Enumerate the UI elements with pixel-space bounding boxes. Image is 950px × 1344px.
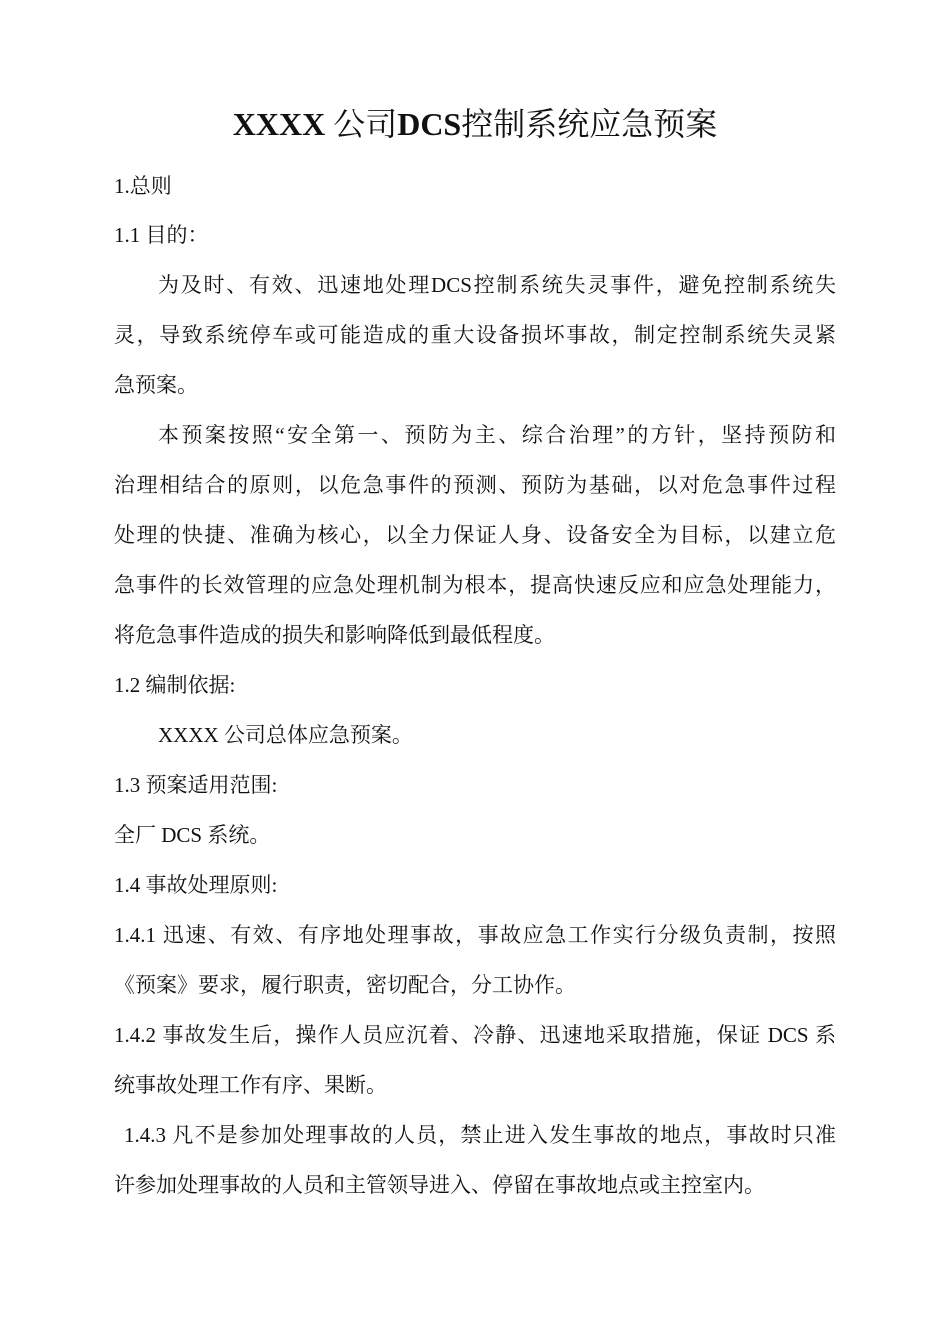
subsection-heading-1-2: 1.2 编制依据:	[114, 673, 236, 697]
paragraph-policy-line-5: 将危急事件造成的损失和影响降低到最低程度。	[114, 623, 555, 647]
title-acronym: DCS	[397, 106, 462, 142]
document-title	[0, 98, 950, 150]
principle-1-4-1-line-1: 1.4.1 迅速、有效、有序地处理事故，事故应急工作实行分级负责制，按照	[114, 923, 836, 947]
subsection-heading-1-1: 1.1 目的：	[114, 223, 209, 247]
paragraph-policy-line-3: 处理的快捷、准确为核心，以全力保证人身、设备安全为目标，以建立危	[114, 523, 836, 547]
principle-1-4-2-line-2: 统事故处理工作有序、果断。	[114, 1073, 387, 1097]
paragraph-policy-line-4: 急事件的长效管理的应急处理机制为根本，提高快速反应和应急处理能力，	[114, 573, 836, 597]
paragraph-purpose-line-2: 灵，导致系统停车或可能造成的重大设备损坏事故，制定控制系统失灵紧	[114, 323, 836, 347]
subsection-heading-1-4: 1.4 事故处理原则:	[114, 873, 278, 897]
principle-1-4-2-line-1: 1.4.2 事故发生后，操作人员应沉着、冷静、迅速地采取措施，保证 DCS 系	[114, 1023, 836, 1047]
paragraph-policy-line-1: 本预案按照“安全第一、预防为主、综合治理”的方针，坚持预防和	[158, 423, 836, 447]
paragraph-purpose-line-1: 为及时、有效、迅速地处理DCS控制系统失灵事件，避免控制系统失	[158, 273, 836, 297]
title-suffix: 控制系统应急预案	[461, 106, 718, 142]
principle-1-4-1-line-2: 《预案》要求，履行职责，密切配合，分工协作。	[114, 973, 576, 997]
section-heading-1: 1.总则	[114, 174, 172, 198]
title-company: 公司	[333, 106, 398, 142]
paragraph-policy-line-2: 治理相结合的原则，以危急事件的预测、预防为基础，以对危急事件过程	[114, 473, 836, 497]
principle-1-4-3-line-1: 1.4.3 凡不是参加处理事故的人员，禁止进入发生事故的地点，事故时只准	[124, 1123, 836, 1147]
paragraph-purpose-line-3: 急预案。	[114, 373, 198, 397]
principle-1-4-3-line-2: 许参加处理事故的人员和主管领导进入、停留在事故地点或主控室内。	[114, 1173, 765, 1197]
title-prefix: XXXX	[232, 106, 326, 142]
subsection-heading-1-3: 1.3 预案适用范围:	[114, 773, 278, 797]
scope-text: 全厂 DCS 系统。	[114, 823, 271, 847]
basis-text: XXXX 公司总体应急预案。	[158, 723, 413, 747]
